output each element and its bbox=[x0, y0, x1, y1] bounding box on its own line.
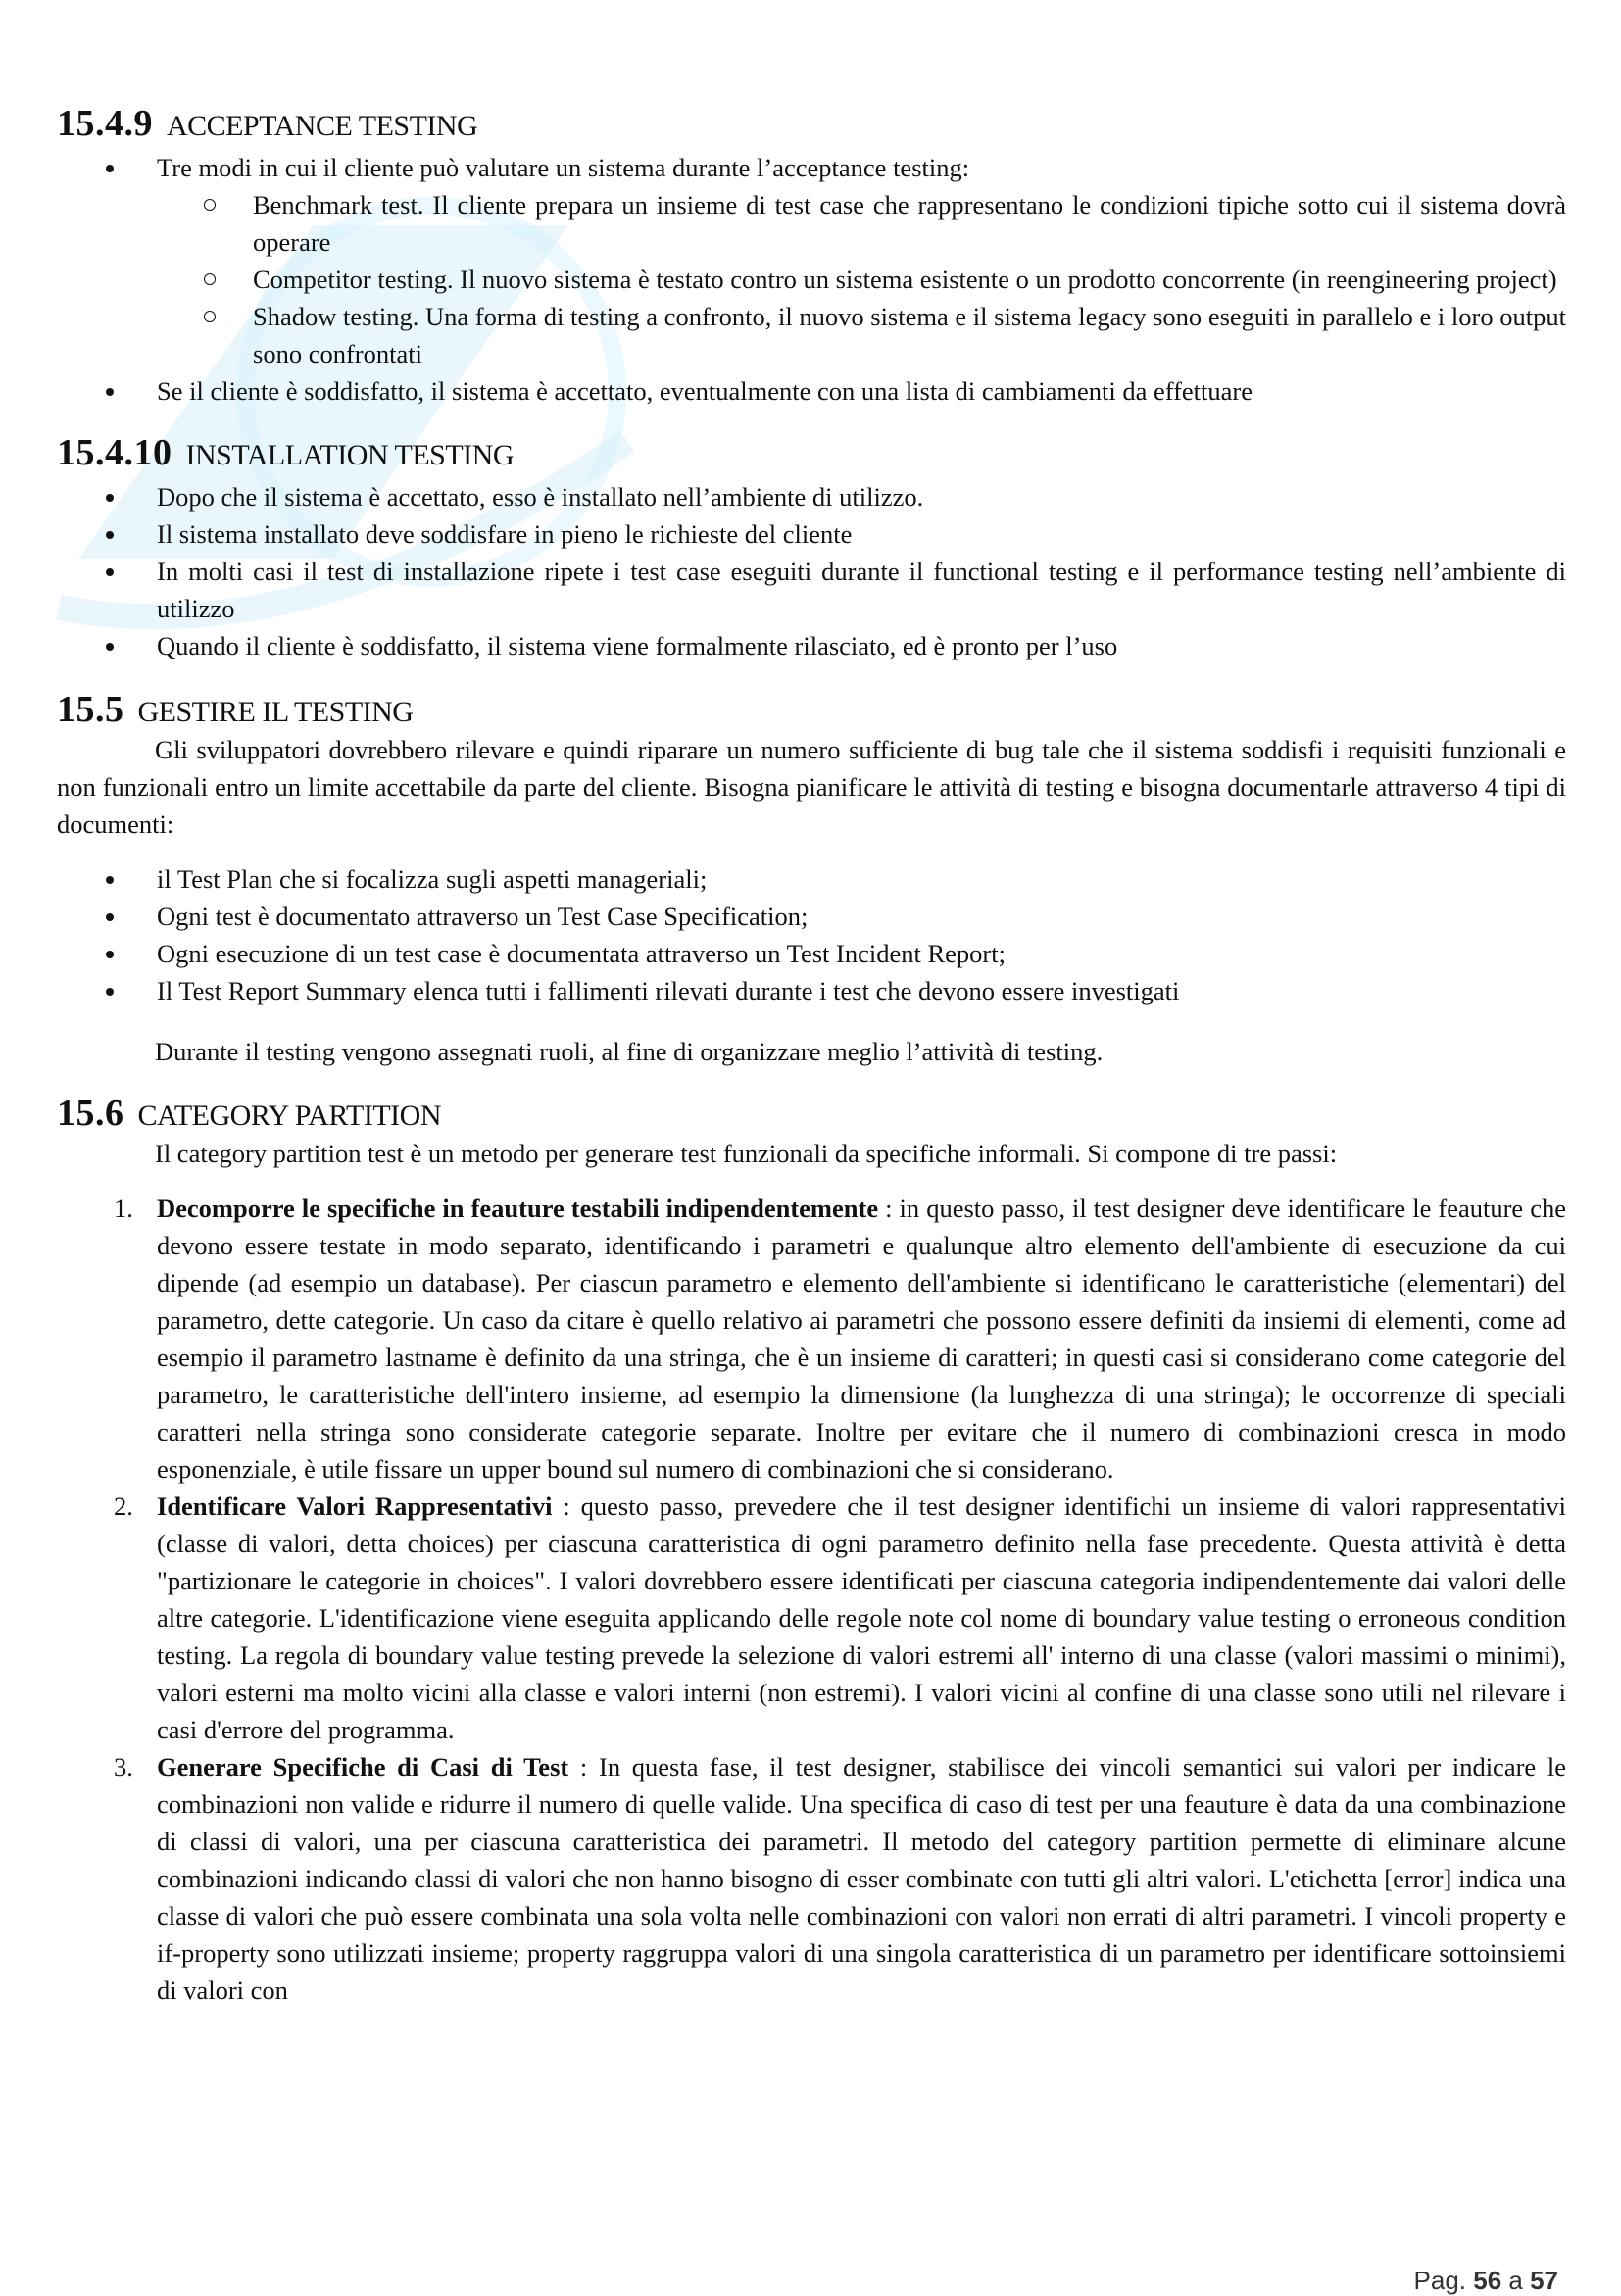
paragraph: Durante il testing vengono assegnati ruoli, al fine di organizzare meglio l’attività di testing. bbox=[155, 1037, 1104, 1066]
section-title: INSTALLATION TESTING bbox=[185, 439, 515, 471]
bullet-icon bbox=[106, 951, 114, 958]
list-item bbox=[57, 1190, 1566, 1488]
installation-list bbox=[57, 478, 1566, 664]
section-number: 15.5 bbox=[57, 689, 124, 730]
list-item: il Test Plan che si focalizza sugli aspetti manageriali; bbox=[57, 860, 1566, 898]
step-heading: Decomporre le specifiche in feauture testabili indipendentemente bbox=[157, 1194, 879, 1223]
bullet-icon bbox=[106, 643, 114, 651]
bullet-icon bbox=[106, 494, 114, 502]
list-index: 1. bbox=[114, 1194, 133, 1223]
circle-bullet-icon bbox=[204, 273, 216, 285]
bullet-icon bbox=[106, 388, 114, 396]
bullet-icon bbox=[106, 531, 114, 539]
bullet-icon bbox=[106, 876, 114, 884]
step-text: : questo passo, prevedere che il test designer identifichi un insieme di valori rappresentativi (classe di valori, detta choices) per ciascuna caratteristica di ogni parametro definito nella fase precedente. Questa attività è detta "partizionare le categorie in choices". I valori dovrebbero essere identificati per ciascuna categoria indipendentemente dai valori delle altre categorie. L'identificazione viene eseguita applicando delle regole note col nome di boundary value testing o erroneous condition testing. La regola di boundary value testing prevede la selezione di valori estremi all' interno di una classe (valori massimi o minimi), valori esterni ma molto vicini alla classe e valori interni (non estremi). I valori vicini al confine di una classe sono utili nel rilevare i casi d'errore del programma. bbox=[157, 1491, 1566, 1744]
list-item: Quando il cliente è soddisfatto, il sistema viene formalmente rilasciato, ed è pronto per l’uso bbox=[57, 627, 1566, 664]
section-heading-15-4-10 bbox=[57, 431, 1566, 474]
bullet-icon bbox=[106, 988, 114, 996]
list-item bbox=[57, 1748, 1566, 2009]
list-index: 3. bbox=[114, 1752, 133, 1782]
section-heading-15-6 bbox=[57, 1092, 1566, 1135]
section-title: GESTIRE IL TESTING bbox=[137, 696, 414, 728]
list-item: Shadow testing. Una forma di testing a confronto, il nuovo sistema e il sistema legacy sono eseguiti in parallelo e i loro output sono confrontati bbox=[155, 298, 1566, 372]
section-heading-15-5 bbox=[57, 688, 1566, 731]
acceptance-list-2 bbox=[57, 372, 1566, 410]
list-item: Se il cliente è soddisfatto, il sistema è accettato, eventualmente con una lista di cambiamenti da effettuare bbox=[57, 372, 1566, 410]
section-number: 15.4.9 bbox=[57, 103, 153, 144]
list-item: Ogni esecuzione di un test case è documentata attraverso un Test Incident Report; bbox=[57, 935, 1566, 972]
section-title: CATEGORY PARTITION bbox=[137, 1099, 442, 1132]
page-number-footer: Pag. 56 a 57 bbox=[1413, 2266, 1558, 2295]
step-heading: Identificare Valori Rappresentativi bbox=[157, 1491, 553, 1521]
document-page bbox=[57, 102, 1566, 2009]
list-item: Ogni test è documentato attraverso un Test Case Specification; bbox=[57, 898, 1566, 935]
section-title: ACCEPTANCE TESTING bbox=[167, 110, 478, 142]
step-text: : In questa fase, il test designer, stabilisce dei vincoli semantici sui valori per indicare le combinazioni non valide e ridurre il numero di quelle valide. Una specifica di caso di test per una feauture è data da una combinazione di classi di valori, una per ciascuna caratteristica dei parametri. Il metodo del category partition permette di eliminare alcune combinazioni indicando classi di valori che non hanno bisogno di esser combinate con tutti gli altri valori. L'etichetta [error] indica una classe di valori che può essere combinata una sola volta nelle combinazioni con valori non errati di altri parametri. I vincoli property e if-property sono utilizzati insieme; property raggruppa valori di una singola caratteristica di un parametro per identificare sottoinsiemi di valori con bbox=[157, 1752, 1566, 2005]
paragraph: Gli sviluppatori dovrebbero rilevare e quindi riparare un numero sufficiente di bug tale che il sistema soddisfi i requisiti funzionali e non funzionali entro un limite accettabile da parte del cliente. Bisogna pianificare le attività di testing e bisogna documentarle attraverso 4 tipi di documenti: bbox=[57, 735, 1566, 839]
circle-bullet-icon bbox=[204, 199, 216, 211]
list-item: Benchmark test. Il cliente prepara un insieme di test case che rappresentano le condizioni tipiche sotto cui il sistema dovrà operare bbox=[155, 186, 1566, 261]
section-number: 15.6 bbox=[57, 1093, 124, 1134]
list-item: Il Test Report Summary elenca tutti i fallimenti rilevati durante i test che devono essere investigati bbox=[57, 972, 1566, 1009]
documents-list bbox=[57, 860, 1566, 1009]
list-item: Competitor testing. Il nuovo sistema è testato contro un sistema esistente o un prodotto concorrente (in reengineering project) bbox=[155, 261, 1566, 298]
bullet-icon bbox=[106, 913, 114, 921]
acceptance-sublist bbox=[155, 186, 1566, 372]
section-heading-15-4-9 bbox=[57, 102, 1566, 145]
step-heading: Generare Specifiche di Casi di Test bbox=[157, 1752, 569, 1782]
section-number: 15.4.10 bbox=[57, 432, 172, 473]
list-item: Tre modi in cui il cliente può valutare un sistema durante l’acceptance testing: bbox=[57, 149, 1566, 186]
bullet-icon bbox=[106, 165, 114, 172]
list-item bbox=[57, 1488, 1566, 1748]
paragraph: Il category partition test è un metodo per generare test funzionali da specifiche informali. Si compone di tre passi: bbox=[155, 1139, 1338, 1168]
acceptance-list bbox=[57, 149, 1566, 186]
steps-list bbox=[57, 1190, 1566, 2009]
current-page: 56 bbox=[1473, 2266, 1502, 2295]
bullet-icon bbox=[106, 568, 114, 576]
circle-bullet-icon bbox=[204, 311, 216, 322]
list-index: 2. bbox=[114, 1491, 133, 1521]
total-pages: 57 bbox=[1530, 2266, 1558, 2295]
step-text: : in questo passo, il test designer deve identificare le feauture che devono essere testate in modo separato, identificando i parametri e qualunque altro elemento dell'ambiente di esecuzione da cui dipende (ad esempio un database). Per ciascun parametro e elemento dell'ambiente si identificano le caratteristiche (elementari) del parametro, dette categorie. Un caso da citare è quello relativo ai parametri che possono essere definiti da insiemi di elementi, come ad esempio il parametro lastname è definito da una stringa, che è un insieme di caratteri; in questi casi si considerano come categorie del parametro, le caratteristiche dell'intero insieme, ad esempio la dimensione (la lunghezza di una stringa); le occorrenze di speciali caratteri nella stringa sono considerate categorie separate. Inoltre per evitare che il numero di combinazioni cresca in modo esponenziale, è utile fissare un upper bound sul numero di combinazioni che si considerano. bbox=[157, 1194, 1566, 1484]
list-item: In molti casi il test di installazione ripete i test case eseguiti durante il functional testing e il performance testing nell’ambiente di utilizzo bbox=[57, 553, 1566, 627]
list-item: Il sistema installato deve soddisfare in pieno le richieste del cliente bbox=[57, 515, 1566, 553]
list-item: Dopo che il sistema è accettato, esso è installato nell’ambiente di utilizzo. bbox=[57, 478, 1566, 515]
